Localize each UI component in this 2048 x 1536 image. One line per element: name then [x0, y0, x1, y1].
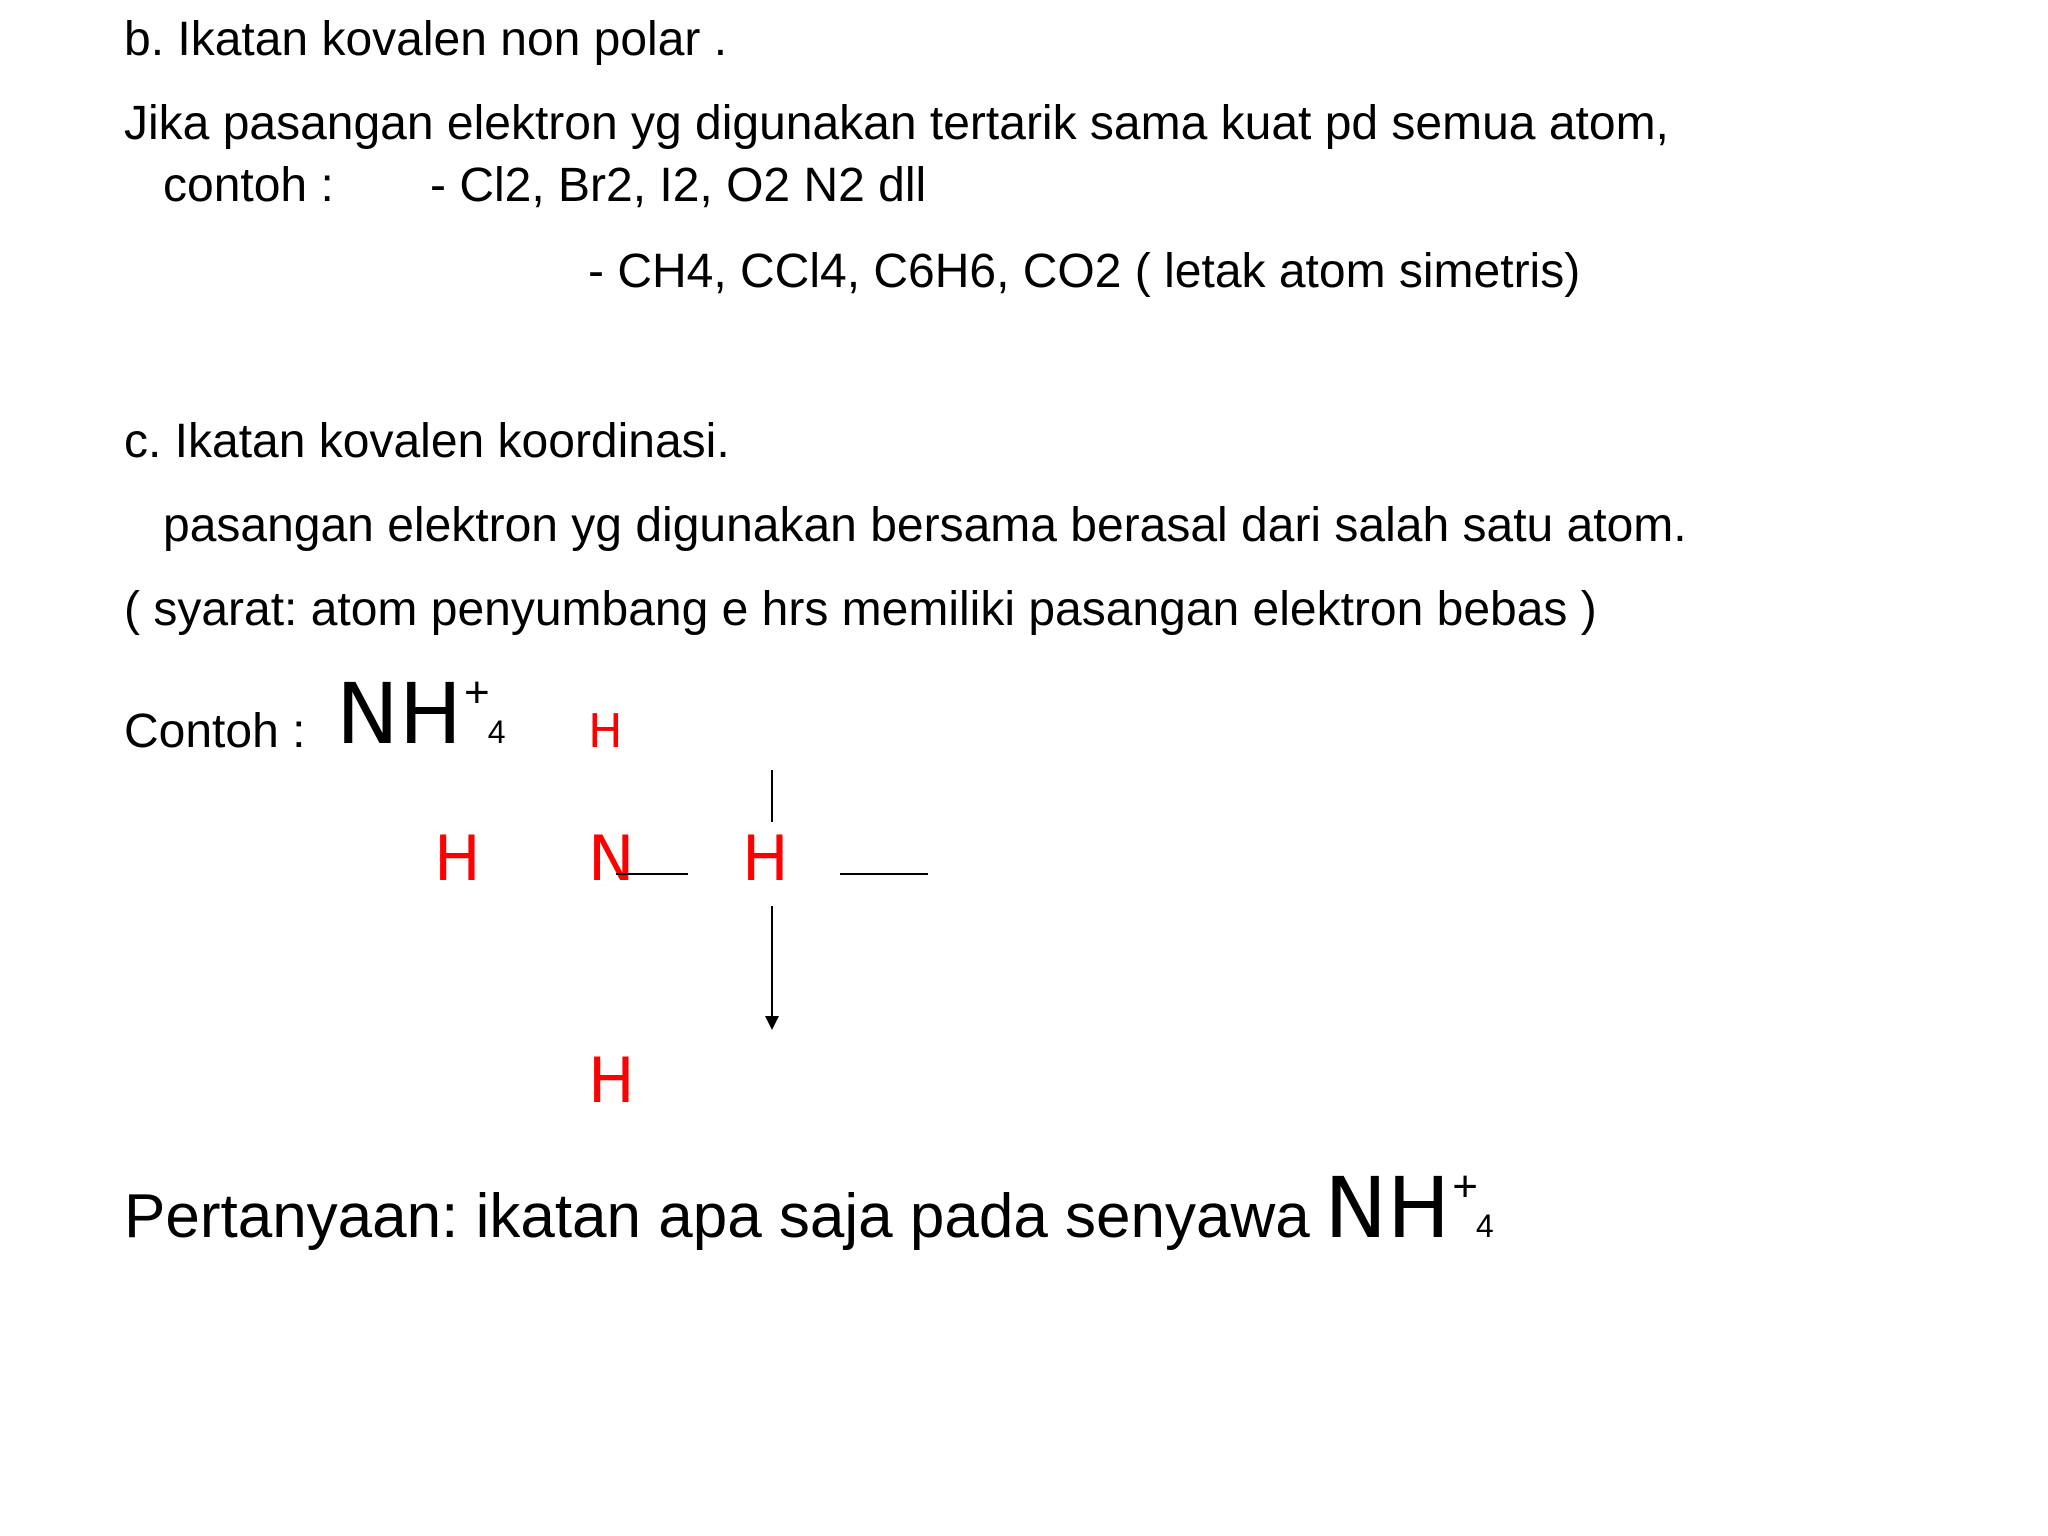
section-b-example-label: contoh :: [163, 159, 334, 212]
section-b-example-2: - CH4, CCl4, C6H6, CO2 ( letak atom simetris): [588, 245, 1581, 298]
section-b-example-1: - Cl2, Br2, I2, O2 N2 dll: [430, 159, 927, 212]
section-b-heading: b. Ikatan kovalen non polar .: [124, 13, 728, 66]
atom-h-right: H: [742, 822, 789, 895]
question-formula-charge: +: [1452, 1162, 1478, 1211]
section-c-condition: ( syarat: atom penyumbang e hrs memiliki pasangan elektron bebas ): [124, 583, 1597, 636]
atom-h-left: H: [434, 822, 481, 895]
question-formula-subscript: 4: [1475, 1208, 1494, 1244]
formula-base: NH: [336, 665, 462, 763]
section-b-definition: Jika pasangan elektron yg digunakan tertarik sama kuat pd semua atom,: [124, 97, 1669, 150]
question-text: Pertanyaan: ikatan apa saja pada senyawa: [124, 1182, 1310, 1251]
question-line: [124, 1159, 1494, 1257]
question-formula-base: NH: [1324, 1159, 1451, 1257]
example-label: Contoh :: [124, 705, 306, 758]
coordinate-bond-arrowhead: [765, 1016, 779, 1030]
atom-h-bottom: H: [588, 1044, 635, 1117]
section-c-definition: pasangan elektron yg digunakan bersama berasal dari salah satu atom.: [163, 499, 1687, 552]
formula-charge: +: [464, 668, 490, 717]
formula-subscript: 4: [487, 714, 506, 750]
atom-n-center: N: [588, 822, 635, 895]
atom-h-top: H: [588, 704, 623, 758]
section-c-heading: c. Ikatan kovalen koordinasi.: [124, 415, 730, 468]
